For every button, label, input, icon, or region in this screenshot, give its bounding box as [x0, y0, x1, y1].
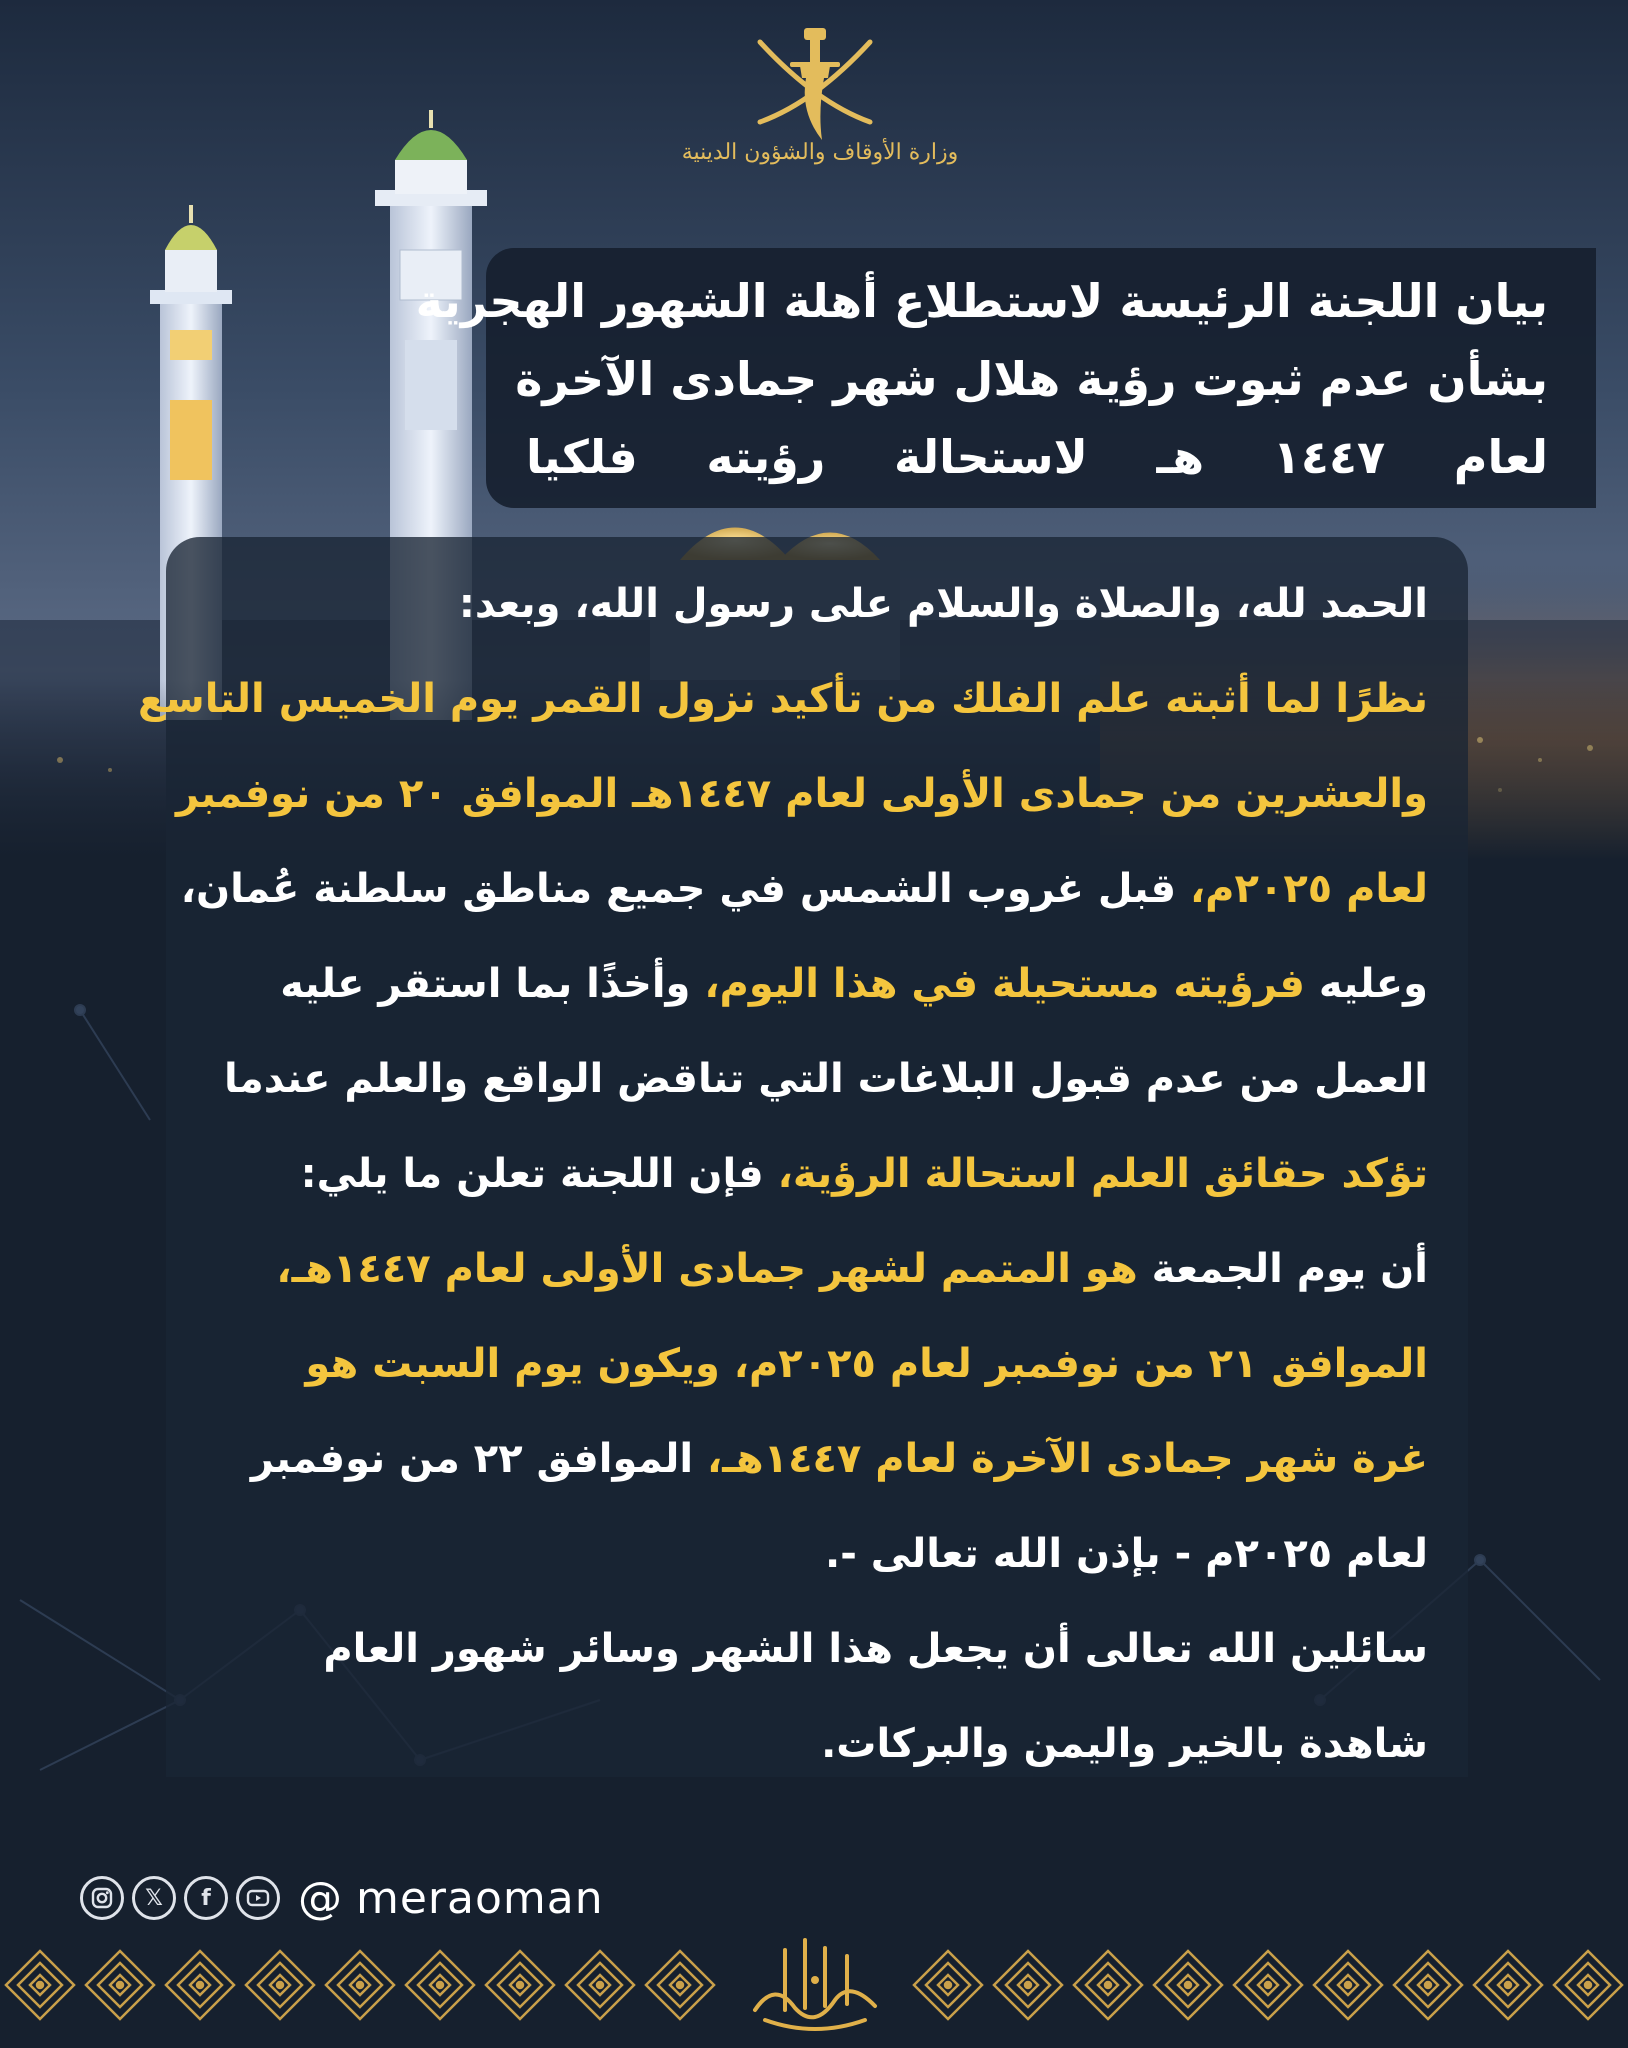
- border-dot: [1585, 1982, 1591, 1988]
- calligraphy-motto-icon: [735, 1920, 895, 2040]
- body-text: وعليه: [1304, 961, 1428, 1007]
- body-line-2: نظرًا لما أثبته علم الفلك من تأكيد نزول القمر يوم الخميس التاسع: [138, 676, 1428, 722]
- body-line-1: الحمد لله، والصلاة والسلام على رسول الله، وبعد:: [458, 581, 1428, 627]
- highlight-science: تؤكد حقائق العلم استحالة الرؤية،: [777, 1151, 1428, 1197]
- highlight-completion: هو المتمم لشهر جمادى الأولى لعام ١٤٤٧هـ،: [276, 1246, 1138, 1292]
- ministry-name: وزارة الأوقاف والشؤون الدينية: [681, 140, 959, 165]
- border-dot: [277, 1982, 283, 1988]
- body-text: وأخذًا بما استقر عليه: [280, 961, 705, 1007]
- body-line-9: الموافق ٢١ من نوفمبر لعام ٢٠٢٥م، ويكون يوم السبت هو: [305, 1341, 1428, 1387]
- body-line-7: [206, 1127, 1428, 1222]
- title-line-3: لعام ١٤٤٧ هـ لاستحالة رؤيته فلكيا: [526, 430, 1548, 484]
- body-text: الموافق ٢٢ من نوفمبر: [250, 1436, 708, 1482]
- at-symbol: @: [298, 1872, 342, 1924]
- body-line-4: [180, 842, 1428, 937]
- title-line-2: بشأن عدم ثبوت رؤية هلال شهر جمادى الآخرة: [515, 352, 1548, 406]
- border-dot: [677, 1982, 683, 1988]
- body-line-6: العمل من عدم قبول البلاغات التي تناقض الواقع والعلم عندما: [223, 1056, 1428, 1102]
- border-dot: [437, 1982, 443, 1988]
- border-dot: [37, 1982, 43, 1988]
- border-dot: [517, 1982, 523, 1988]
- border-dot: [945, 1982, 951, 1988]
- body-line-3: والعشرين من جمادى الأولى لعام ١٤٤٧هـ الموافق ٢٠ من نوفمبر: [175, 771, 1428, 817]
- youtube-icon[interactable]: [236, 1876, 280, 1920]
- x-icon[interactable]: 𝕏: [132, 1876, 176, 1920]
- statement-title: [415, 248, 1596, 508]
- instagram-icon[interactable]: [80, 1876, 124, 1920]
- border-dot: [1265, 1982, 1271, 1988]
- border-dot: [117, 1982, 123, 1988]
- border-dot: [1505, 1982, 1511, 1988]
- statement-body: [138, 537, 1468, 1777]
- body-line-8: [206, 1222, 1428, 1317]
- social-handle[interactable]: meraoman: [356, 1872, 604, 1924]
- border-dot: [197, 1982, 203, 1988]
- border-dot: [597, 1982, 603, 1988]
- highlight-first-day: غرة شهر جمادى الآخرة لعام ١٤٤٧هـ،: [707, 1436, 1428, 1482]
- facebook-icon[interactable]: f: [184, 1876, 228, 1920]
- body-text: فإن اللجنة تعلن ما يلي:: [300, 1151, 778, 1197]
- border-dot: [1345, 1982, 1351, 1988]
- social-links: [80, 1868, 604, 1928]
- border-dot: [1025, 1982, 1031, 1988]
- body-line-10: [206, 1412, 1428, 1507]
- border-dot: [1425, 1982, 1431, 1988]
- border-dot: [1185, 1982, 1191, 1988]
- body-line-12: سائلين الله تعالى أن يجعل هذا الشهر وسائر شهور العام: [323, 1626, 1428, 1672]
- body-line-13: شاهدة بالخير واليمن والبركات.: [821, 1721, 1428, 1767]
- body-line-5: [206, 937, 1428, 1032]
- body-text: أن يوم الجمعة: [1137, 1246, 1428, 1292]
- border-dot: [357, 1982, 363, 1988]
- title-line-1: بيان اللجنة الرئيسة لاستطلاع أهلة الشهور الهجرية: [415, 274, 1548, 328]
- highlight-date: لعام ٢٠٢٥م،: [1189, 866, 1428, 912]
- body-text: قبل غروب الشمس في جميع مناطق سلطنة عُمان،: [180, 866, 1190, 912]
- highlight-impossible: فرؤيته مستحيلة في هذا اليوم،: [704, 961, 1305, 1007]
- body-line-11: لعام ٢٠٢٥م - بإذن الله تعالى -.: [825, 1531, 1428, 1577]
- border-dot: [1105, 1982, 1111, 1988]
